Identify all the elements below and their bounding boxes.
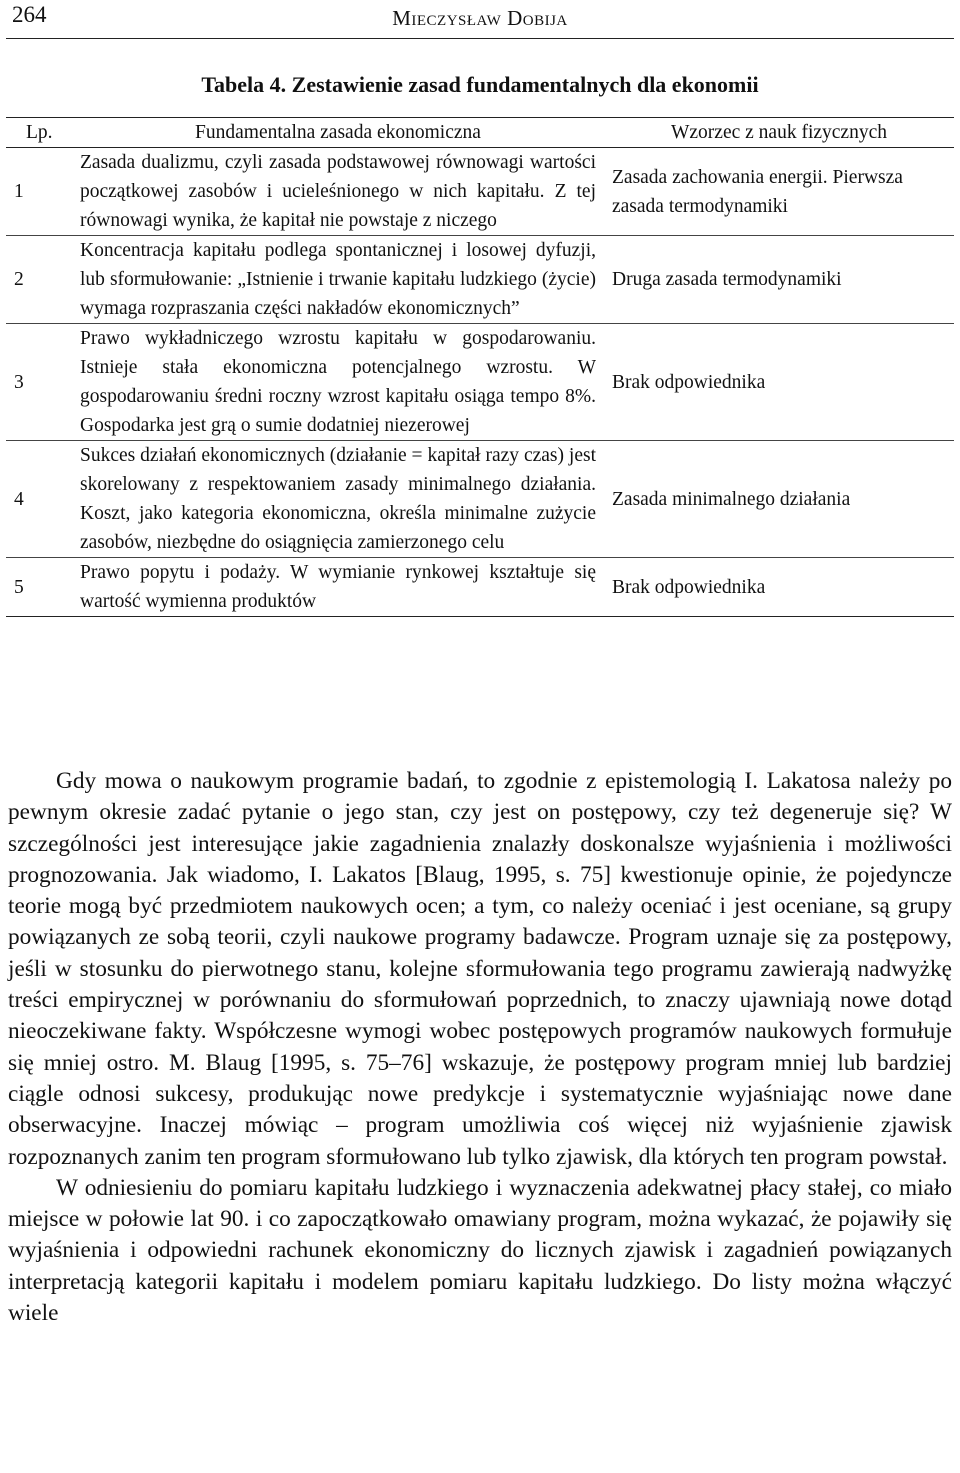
physics-model-text: Druga zasada termodynamiki (604, 236, 954, 324)
column-header-lp: Lp. (6, 118, 72, 148)
paragraph: W odniesieniu do pomiaru kapitału ludzkiego i wyznaczenia adekwatnej płacy stałej, co miało miejsce w połowie lat 90. i co zapoczątkowało omawiany program, można wykazać, że pojawiły się wyjaśnienia i odpowiedni rachunek ekonomiczny do licznych zjawisk i zagadnień powiązanych interpretacją kategorii kapitału i modelem pomiaru kapitału ludzkiego. Do listy można włączyć wiele (8, 1174, 952, 1327)
row-number: 4 (6, 441, 72, 558)
physics-model-text: Brak odpowiednika (604, 324, 954, 441)
principle-text: Sukces działań ekonomicznych (działanie = kapitał razy czas) jest skorelowany z respektowaniem zasady minimalnego działania. Koszt, jako kategoria ekonomiczna, określa minimalne zużycie zasobów, niezbędne do osiągnięcia zamierzonego celu (72, 441, 604, 558)
page-header (6, 0, 954, 39)
row-number: 5 (6, 558, 72, 617)
principle-text: Koncentracja kapitału podlega spontanicznej i losowej dyfuzji, lub sformułowanie: „Istnienie i trwanie kapitału ludzkiego (życie) wymaga rozpraszania części nakładów ekonomicznych” (72, 236, 604, 324)
row-number: 3 (6, 324, 72, 441)
physics-model-text: Brak odpowiednika (604, 558, 954, 617)
principle-text: Prawo wykładniczego wzrostu kapitału w gospodarowaniu. Istnieje stała ekonomiczna potencjalnego wzrostu. W gospodarowaniu średni roczny wzrost kapitału osiąga tempo 8%. Gospodarka jest grą o sumie dodatniej niezerowej (72, 324, 604, 441)
principle-text: Prawo popytu i podaży. W wymianie rynkowej kształtuje się wartość wymienna produktów (72, 558, 604, 617)
physics-model-text: Zasada zachowania energii. Pierwsza zasada termodynamiki (604, 148, 954, 236)
column-header-physics-model: Wzorzec z nauk fizycznych (604, 118, 954, 148)
table-title: Tabela 4. Zestawienie zasad fundamentalnych dla ekonomii (201, 72, 759, 97)
principles-table (6, 117, 954, 617)
column-header-principle: Fundamentalna zasada ekonomiczna (72, 118, 604, 148)
page-number: 264 (12, 2, 47, 27)
table-row (6, 441, 954, 558)
body-text (8, 766, 952, 1329)
table-header-row (6, 118, 954, 148)
table-row (6, 236, 954, 324)
running-head-author: Mieczysław Dobija (392, 6, 568, 30)
table-row (6, 558, 954, 617)
paragraph: Gdy mowa o naukowym programie badań, to zgodnie z epistemologią I. Lakatosa należy po pewnym okresie zadać pytanie o jego stan, czy jest on postępowy, czy też degeneruje się? W szczególności jest interesujące jakie zagadnienia znalazły doskonalsze wyjaśnienia i możliwości prognozowania. Jak wiadomo, I. Lakatos [Blaug, 1995, s. 75] kwestionuje opinie, że pojedyncze teorie mogą być przedmiotem naukowych ocen; a tym, co należy oceniać i jest oceniane, są grupy powiązanych ze sobą teorii, czyli naukowe programy badawcze. Program uznaje się za postępowy, jeśli w stosunku do pierwotnego stanu, kolejne sformułowania tego programu zawierają nadwyżkę treści empirycznej w porównaniu do sformułowań poprzednich, to znaczy ujawniają nowe dotąd nieoczekiwane fakty. Współczesne wymogi wobec postępowych programów naukowych formułuje się mniej ostro. M. Blaug [1995, s. 75–76] wskazuje, że postępowy program mniej lub bardziej ciągle odnosi sukcesy, produkując nowe predykcje i systematycznie wyjaśniając nowe dane obserwacyjne. Inaczej mówiąc – program umożliwia coś więcej niż wyjaśnienie zjawisk rozpoznanych zanim ten program sformułowano lub tylko zjawisk, dla których ten program powstał. (8, 768, 952, 1170)
table-row (6, 148, 954, 236)
row-number: 2 (6, 236, 72, 324)
table-row (6, 324, 954, 441)
physics-model-text: Zasada minimalnego działania (604, 441, 954, 558)
row-number: 1 (6, 148, 72, 236)
principle-text: Zasada dualizmu, czyli zasada podstawowej równowagi wartości początkowej zasobów i ucieleśnionego w nich kapitału. Z tej równowagi wynika, że kapitał nie powstaje z niczego (72, 148, 604, 236)
